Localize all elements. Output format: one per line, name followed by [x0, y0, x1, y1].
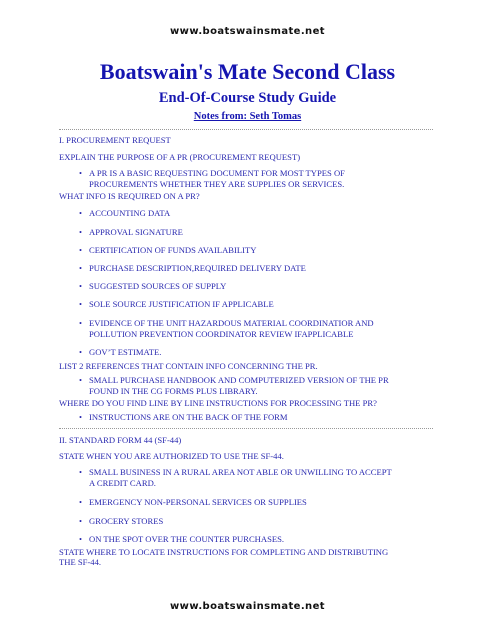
- bullet-icon: •: [79, 227, 83, 237]
- page-title: Boatswain's Mate Second Class: [99, 59, 396, 84]
- list-item: [79, 534, 435, 545]
- question: WHAT INFO IS REQUIRED ON A PR?: [59, 191, 200, 201]
- question: WHERE DO YOU FIND LINE BY LINE INSTRUCTIONS FOR PROCESSING THE PR?: [59, 398, 377, 408]
- list-item: [79, 347, 435, 358]
- bullet-icon: •: [79, 168, 83, 178]
- bullet-icon: •: [79, 245, 83, 255]
- site-footer: www.boatswainsmate.net: [170, 601, 325, 612]
- bullet-icon: •: [79, 534, 83, 544]
- list-item: [79, 375, 435, 396]
- section-heading: II. STANDARD FORM 44 (SF-44): [59, 435, 182, 445]
- list-item: [79, 318, 435, 339]
- bullet-icon: •: [79, 281, 83, 291]
- list-item-line: ON THE SPOT OVER THE COUNTER PURCHASES.: [89, 534, 285, 544]
- list-item-line: A CREDIT CARD.: [89, 477, 156, 488]
- list-item-line: PROCUREMENTS WHETHER THEY ARE SUPPLIES OR SERVICES.: [89, 178, 345, 189]
- list-item: [79, 299, 435, 310]
- list-item: [79, 245, 435, 256]
- bullet-icon: •: [79, 375, 83, 385]
- list-item-line: SOLE SOURCE JUSTIFICATION IF APPLICABLE: [89, 299, 274, 309]
- bullet-icon: •: [79, 263, 83, 273]
- list-item: [79, 467, 435, 488]
- site-header: www.boatswainsmate.net: [170, 26, 325, 37]
- bullet-icon: •: [79, 516, 83, 526]
- bullet-icon: •: [79, 497, 83, 507]
- list-item: [79, 168, 435, 189]
- list-item-line: INSTRUCTIONS ARE ON THE BACK OF THE FORM: [89, 412, 288, 422]
- list-item: [79, 497, 435, 508]
- bullet-icon: •: [79, 347, 83, 357]
- list-item-line: CERTIFICATION OF FUNDS AVAILABILITY: [89, 245, 257, 255]
- notes-author-link[interactable]: Notes from: Seth Tomas: [193, 111, 302, 122]
- list-item-line: ACCOUNTING DATA: [89, 208, 171, 218]
- list-item: [79, 516, 435, 527]
- list-item: [79, 263, 435, 274]
- bullet-icon: •: [79, 318, 83, 328]
- section-divider: [59, 428, 433, 429]
- question: LIST 2 REFERENCES THAT CONTAIN INFO CONCERNING THE PR.: [59, 361, 318, 371]
- list-item-line: EVIDENCE OF THE UNIT HAZARDOUS MATERIAL COORDINATIOR AND: [89, 318, 374, 328]
- section-divider: [59, 129, 433, 130]
- list-item-line: A PR IS A BASIC REQUESTING DOCUMENT FOR MOST TYPES OF: [89, 168, 345, 178]
- list-item-line: APPROVAL SIGNATURE: [89, 227, 183, 237]
- list-item-line: SMALL PURCHASE HANDBOOK AND COMPUTERIZED VERSION OF THE PR: [89, 375, 389, 385]
- question-line: THE SF-44.: [59, 557, 102, 567]
- list-item-line: POLLUTION PREVENTION COORDINATOR REVIEW IFAPPLICABLE: [89, 328, 354, 339]
- list-item-line: FOUND IN THE CG FORMS PLUS LIBRARY.: [89, 385, 258, 396]
- bullet-icon: •: [79, 412, 83, 422]
- bullet-icon: •: [79, 467, 83, 477]
- page-subtitle: End-Of-Course Study Guide: [158, 90, 337, 106]
- list-item-line: PURCHASE DESCRIPTION,REQUIRED DELIVERY DATE: [89, 263, 306, 273]
- list-item-line: SMALL BUSINESS IN A RURAL AREA NOT ABLE OR UNWILLING TO ACCEPT: [89, 467, 392, 477]
- list-item: [79, 281, 435, 292]
- list-item-line: SUGGESTED SOURCES OF SUPPLY: [89, 281, 227, 291]
- question-line: STATE WHERE TO LOCATE INSTRUCTIONS FOR COMPLETING AND DISTRIBUTING: [59, 547, 389, 557]
- bullet-icon: •: [79, 208, 83, 218]
- list-item: [79, 227, 435, 238]
- list-item: [79, 208, 435, 219]
- section-heading: I. PROCUREMENT REQUEST: [59, 135, 171, 145]
- list-item-line: GOV’T ESTIMATE.: [89, 347, 162, 357]
- question: EXPLAIN THE PURPOSE OF A PR (PROCUREMENT REQUEST): [59, 152, 301, 162]
- list-item: [79, 412, 435, 423]
- list-item-line: EMERGENCY NON-PERSONAL SERVICES OR SUPPLIES: [89, 497, 307, 507]
- list-item-line: GROCERY STORES: [89, 516, 164, 526]
- question: STATE WHEN YOU ARE AUTHORIZED TO USE THE SF-44.: [59, 451, 284, 461]
- bullet-icon: •: [79, 299, 83, 309]
